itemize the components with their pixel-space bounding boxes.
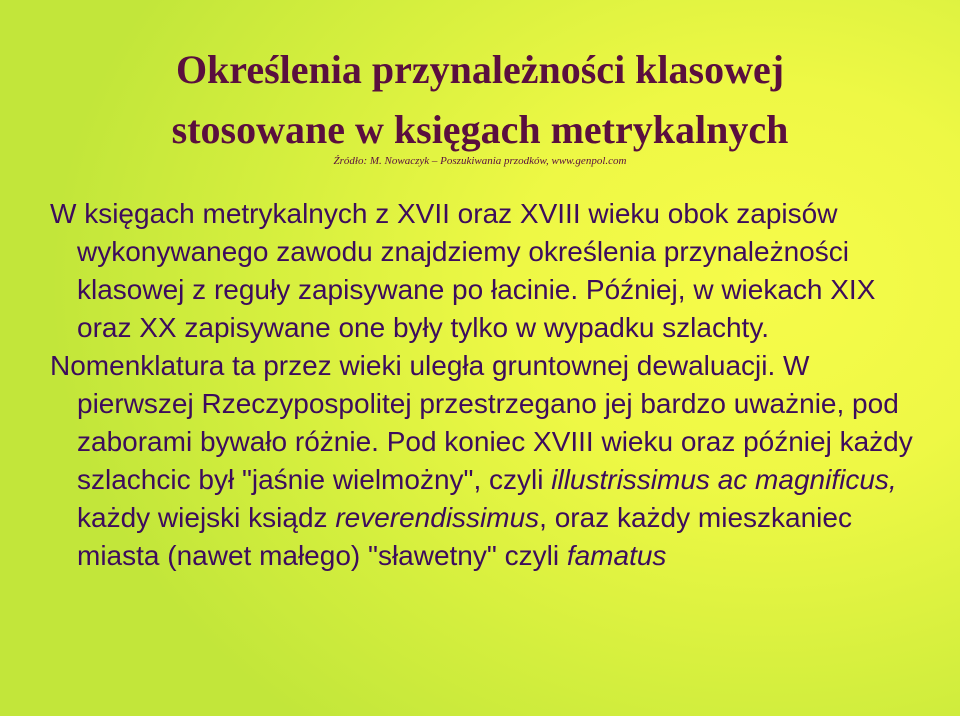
paragraph-2-text-1: Nomenklatura ta przez wieki uległa gruntownej dewaluacji. W pierwszej Rzeczypospolitej przestrzegano jej bardzo uważnie, pod zaborami bywało różnie. Pod koniec XVIII wieku oraz później każdy szlachcic był "jaśnie wielmożny", czyli <box>50 350 913 495</box>
latin-term-reverendissimus: reverendissimus <box>335 502 540 533</box>
slide-title-line-2: stosowane w księgach metrykalnych <box>171 107 789 152</box>
source-citation: Źródło: M. Nowaczyk – Poszukiwania przodków, www.genpol.com <box>333 155 627 167</box>
paragraph-2-text-3: , oraz każdy mieszkaniec miasta (nawet małego) "sławetny" czyli <box>77 502 852 571</box>
paragraph-2 <box>50 347 920 575</box>
paragraph-1-text: W księgach metrykalnych z XVII oraz XVIII wieku obok zapisów wykonywanego zawodu znajdziemy określenia przynależności klasowej z reguły zapisywane po łacinie. Później, w wiekach XIX oraz XX zapisywane one były tylko w wypadku szlachty. <box>50 198 876 343</box>
slide-title-line-1: Określenia przynależności klasowej <box>175 47 785 92</box>
paragraph-2-text-2: każdy wiejski ksiądz <box>77 502 336 533</box>
latin-term-famatus: famatus <box>566 540 667 571</box>
latin-term-illustrissimus: illustrissimus ac magnificus, <box>551 464 897 495</box>
paragraph-1 <box>50 195 920 347</box>
body-text <box>50 195 920 575</box>
